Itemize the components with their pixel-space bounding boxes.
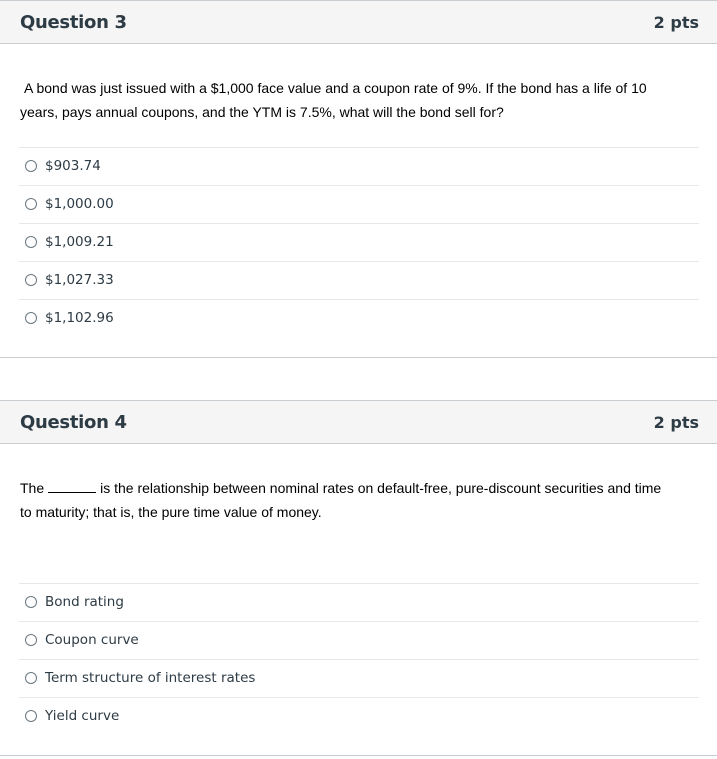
radio-button[interactable] xyxy=(25,236,37,248)
question-3 xyxy=(0,0,717,358)
question-text-line-2: years, pays annual coupons, and the YTM is 7.5%, what will the bond sell for? xyxy=(20,104,504,120)
question-title: Question 4 xyxy=(20,412,127,433)
question-text-line-1 xyxy=(20,476,700,500)
answer-label[interactable]: Bond rating xyxy=(45,594,124,610)
fill-in-blank xyxy=(48,479,96,493)
answer-option[interactable] xyxy=(19,697,699,735)
radio-button[interactable] xyxy=(25,672,37,684)
answer-label[interactable]: $1,102.96 xyxy=(45,310,114,326)
radio-button[interactable] xyxy=(25,312,37,324)
answer-option[interactable] xyxy=(19,185,699,223)
text-before-blank: The xyxy=(20,480,45,496)
answer-label[interactable]: $1,009.21 xyxy=(45,234,114,250)
answer-label[interactable]: $903.74 xyxy=(45,158,101,174)
answer-option[interactable] xyxy=(19,659,699,697)
question-text xyxy=(20,476,700,524)
answer-label[interactable]: Term structure of interest rates xyxy=(45,670,256,686)
question-header xyxy=(0,400,717,444)
question-header xyxy=(0,0,717,44)
answer-label[interactable]: Coupon curve xyxy=(45,632,139,648)
radio-button[interactable] xyxy=(25,160,37,172)
answer-option[interactable] xyxy=(19,583,699,621)
radio-button[interactable] xyxy=(25,198,37,210)
question-title: Question 3 xyxy=(20,12,127,33)
answer-label[interactable]: $1,000.00 xyxy=(45,196,114,212)
question-points: 2 pts xyxy=(653,413,699,432)
answer-option[interactable] xyxy=(19,299,699,337)
question-text-line-2: to maturity; that is, the pure time value of money. xyxy=(20,504,322,520)
radio-button[interactable] xyxy=(25,274,37,286)
radio-button[interactable] xyxy=(25,596,37,608)
answer-list xyxy=(19,583,699,735)
answer-label[interactable]: Yield curve xyxy=(45,708,120,724)
text-after-blank: is the relationship between nominal rates on default-free, pure-discount securities and time xyxy=(100,480,662,496)
radio-button[interactable] xyxy=(25,710,37,722)
question-text-line-1: A bond was just issued with a $1,000 face value and a coupon rate of 9%. If the bond has a life of 10 xyxy=(24,80,647,96)
radio-button[interactable] xyxy=(25,634,37,646)
answer-list xyxy=(19,147,699,337)
question-points: 2 pts xyxy=(653,13,699,32)
answer-option[interactable] xyxy=(19,223,699,261)
answer-option[interactable] xyxy=(19,147,699,185)
question-4 xyxy=(0,400,717,756)
answer-label[interactable]: $1,027.33 xyxy=(45,272,114,288)
answer-option[interactable] xyxy=(19,621,699,659)
answer-option[interactable] xyxy=(19,261,699,299)
question-text xyxy=(20,76,700,124)
